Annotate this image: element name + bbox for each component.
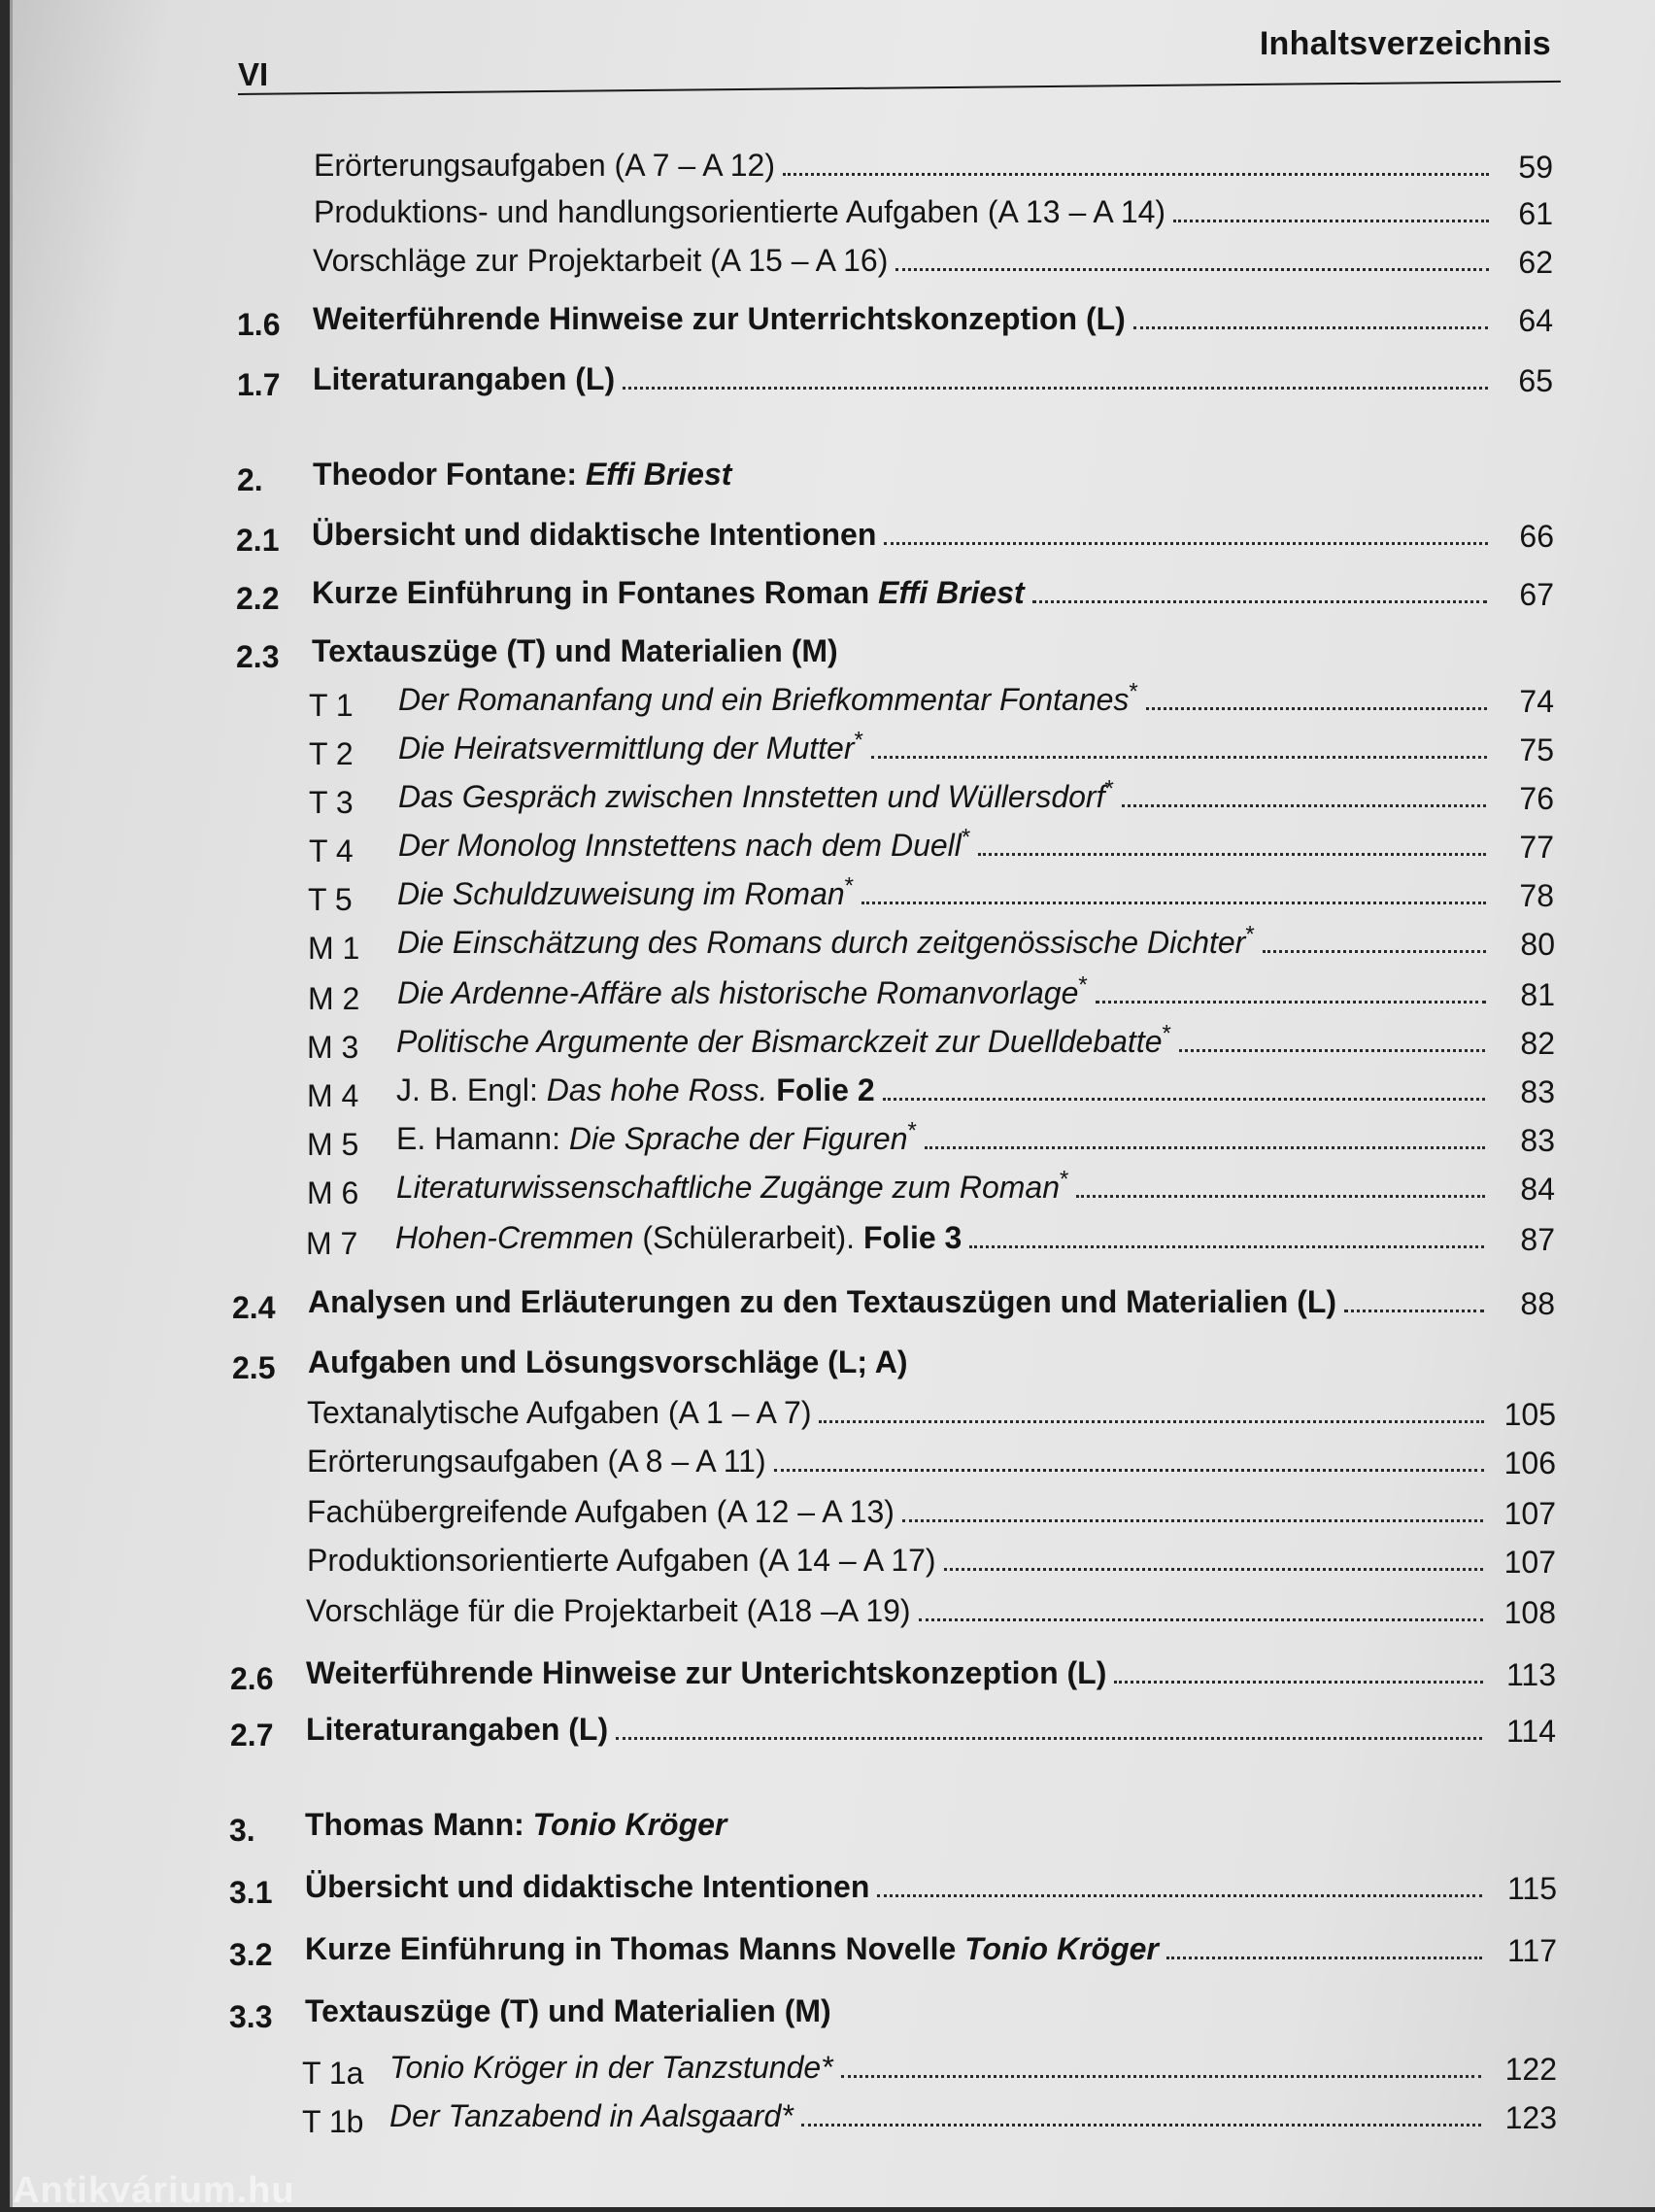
dot-leader [883,1098,1485,1101]
footnote-star: * [1162,1020,1171,1047]
running-title: Inhaltsverzeichnis [1259,25,1551,62]
entry-title [395,1220,962,1256]
entry-title [396,1117,917,1157]
page-ref: 84 [1520,1172,1555,1207]
entry-title [389,2050,833,2086]
entry-title [307,1395,811,1431]
entry-title [305,1807,726,1843]
toc-entry [398,727,1487,773]
entry-title [398,727,863,766]
dot-leader [841,2075,1481,2078]
title-segment: Folie 3 [862,1220,963,1255]
toc-row [13,921,1655,968]
page-ref: 66 [1519,519,1554,554]
toc-row [13,1444,1655,1486]
toc-entry [314,194,1489,237]
toc-entry [305,1807,1482,1850]
title-segment: Die Heiratsvermittlung der Mutter [398,731,855,766]
entry-title [305,1869,869,1905]
title-segment: Tonio Kröger [532,1807,727,1842]
page-ref: 64 [1518,303,1553,338]
item-code: M 1 [308,931,360,966]
footnote-star: * [907,1117,917,1144]
toc-row [13,301,1655,344]
page-ref: 83 [1520,1074,1555,1109]
dot-leader [919,1618,1483,1621]
page-ref: 78 [1519,878,1554,913]
toc-row [13,1284,1655,1327]
toc-entry [306,1655,1483,1698]
section-number: 1.6 [237,307,281,342]
entry-title [389,2098,794,2134]
toc-row [13,1869,1655,1912]
toc-entry [312,575,1487,618]
section-number: 2.3 [236,639,280,674]
toc-row [13,2050,1655,2093]
toc-row [13,872,1655,919]
toc-row [13,1655,1655,1698]
title-segment: Tonio Kröger [964,1931,1159,1966]
entry-title [305,1993,831,2029]
item-code: T 1b [302,2104,364,2139]
entry-title [396,1166,1069,1206]
dot-leader [1114,1681,1483,1684]
toc-entry [396,1117,1485,1164]
section-number: 2.2 [236,581,280,616]
entry-title [313,243,888,279]
page-ref: 59 [1518,150,1553,185]
toc-row [13,1543,1655,1585]
entry-title [308,1344,907,1380]
toc-entry [313,301,1488,344]
item-code: T 3 [309,785,354,820]
dot-leader [944,1568,1483,1571]
item-code: T 1 [309,688,354,723]
section-number: 2. [237,462,263,497]
toc-row [13,243,1655,286]
dot-leader [1173,220,1489,222]
toc-row [13,1117,1655,1164]
title-segment: Politische Argumente der Bismarckzeit zur Duelldebatte [396,1024,1163,1059]
toc-entry [307,1395,1484,1438]
toc-entry [305,1869,1482,1912]
toc-entry [398,678,1487,725]
footnote-star: * [1129,678,1138,705]
page-ref: 117 [1506,1933,1557,1968]
section-number: 3.3 [229,1999,273,2034]
section-number: 3. [229,1813,255,1848]
page-ref: 65 [1518,363,1553,398]
title-segment: Erörterungsaufgaben (A 8 – A 11) [307,1444,766,1479]
page-ref: 108 [1503,1595,1556,1630]
title-segment: Hohen-Cremmen [395,1220,634,1255]
page-ref: 105 [1503,1397,1556,1432]
toc-row [13,1166,1655,1212]
item-code: M 6 [307,1175,359,1210]
dot-leader [978,853,1486,856]
entry-title [397,971,1088,1011]
toc-entry [395,1220,1484,1263]
entry-title [398,824,971,864]
item-code: M 2 [308,981,360,1016]
page-ref: 123 [1504,2100,1557,2135]
footnote-star: * [1245,921,1255,948]
toc-row [13,775,1655,822]
page-ref: 87 [1520,1222,1555,1257]
entry-title [307,1543,936,1579]
dot-leader [895,268,1489,271]
footnote-star: * [854,727,863,754]
section-number: 2.6 [230,1661,274,1696]
section-number: 3.1 [229,1875,273,1910]
entry-title [313,301,1126,337]
dot-leader [819,1420,1484,1423]
entry-title [313,361,615,397]
toc-row [13,1020,1655,1067]
dot-leader [774,1469,1484,1472]
title-segment: Kurze Einführung in Thomas Manns Novelle [305,1931,965,1966]
page-ref: 82 [1520,1026,1555,1061]
toc-entry [389,2098,1481,2141]
dot-leader [1146,707,1487,710]
dot-leader [1263,950,1486,953]
title-segment: Literaturangaben (L) [313,361,616,396]
title-segment: Der Tanzabend in Aalsgaard [389,2098,782,2133]
title-segment: Theodor Fontane: [313,457,586,492]
book-page [10,0,1655,2211]
title-segment: Vorschläge für die Projektarbeit (A18 –A 19) [306,1593,911,1628]
title-segment: Kurze Einführung in Fontanes Roman [312,575,879,610]
page-ref: 74 [1519,684,1554,719]
section-number: 2.5 [232,1350,276,1385]
toc-row [13,678,1655,725]
entry-title [314,148,775,184]
entry-title [397,872,854,912]
title-segment: Übersicht und didaktische Intentionen [305,1869,870,1904]
entry-title [398,678,1138,718]
title-segment: Thomas Mann: [305,1807,533,1842]
toc-entry [397,971,1486,1018]
title-segment: J. B. Engl: [396,1072,547,1107]
toc-row [13,1395,1655,1438]
dot-leader [1133,326,1488,329]
entry-title [306,1655,1106,1691]
title-segment: Literaturwissenschaftliche Zugänge zum Roman [396,1170,1060,1205]
toc-entry [398,775,1486,822]
title-segment: Das Gespräch zwischen Innstetten und Wüllersdorf [398,779,1105,814]
title-segment: * [821,2050,833,2085]
item-code: M 7 [306,1226,358,1261]
toc-entry [306,1593,1483,1636]
entry-title [308,1284,1336,1320]
page-ref: 80 [1520,927,1555,962]
toc-row [13,1807,1655,1850]
footnote-star: * [1078,971,1088,999]
dot-leader [871,756,1487,759]
page-ref: 106 [1503,1446,1556,1480]
toc-entry [398,824,1486,870]
entry-title [307,1494,895,1530]
page-ref: 107 [1503,1545,1556,1580]
title-segment: Die Schuldzuweisung im Roman [397,876,845,911]
title-segment: Literaturangaben (L) [306,1712,609,1747]
toc-row [13,1931,1655,1974]
title-segment: Die Einschätzung des Romans durch zeitgenössische Dichter [397,925,1246,960]
footnote-star: * [1060,1166,1069,1193]
page-ref: 81 [1520,977,1555,1012]
section-number: 2.1 [236,523,280,558]
title-segment: Der Monolog Innstettens nach dem Duell [398,828,962,863]
title-segment: Weiterführende Hinweise zur Unterichtskonzeption (L) [306,1655,1107,1690]
dot-leader [925,1146,1485,1149]
entry-title [396,1020,1171,1060]
title-segment: Textauszüge (T) und Materialien (M) [305,1993,831,2028]
toc-row [13,1220,1655,1263]
toc-entry [312,633,1487,676]
toc-entry [307,1494,1483,1537]
entry-title [397,921,1255,961]
page-ref: 113 [1505,1657,1556,1692]
toc-row [13,517,1655,560]
dot-leader [1166,1957,1482,1959]
dot-leader [783,173,1489,176]
page-ref: 122 [1504,2052,1557,2087]
watermark: Antikvárium.hu [13,2170,295,2211]
toc-row [13,148,1655,190]
toc-entry [313,361,1488,404]
toc-row [13,1072,1655,1115]
title-segment: Analysen und Erläuterungen zu den Textauszügen und Materialien (L) [308,1284,1337,1319]
page-ref: 76 [1519,781,1554,816]
page-ref: 75 [1519,732,1554,767]
title-segment: Der Romananfang und ein Briefkommentar Fontanes [398,682,1130,717]
title-segment: Weiterführende Hinweise zur Unterrichtskonzeption (L) [313,301,1126,336]
entry-title [398,775,1114,815]
toc-entry [397,872,1486,919]
entry-title [312,575,1025,611]
title-segment: Effi Briest [878,575,1025,610]
toc-entry [313,457,1488,499]
toc-entry [307,1444,1484,1486]
item-code: T 1a [302,2056,364,2091]
dot-leader [1076,1195,1485,1198]
section-number: 1.7 [237,367,281,402]
item-code: M 5 [307,1127,359,1162]
item-code: T 5 [308,882,353,917]
item-code: T 4 [309,834,354,868]
title-segment: Produktions- und handlungsorientierte Aufgaben (A 13 – A 14) [314,194,1166,229]
title-segment: E. Hamann: [396,1121,569,1156]
toc-row [13,457,1655,499]
toc-entry [396,1072,1485,1115]
title-segment: Das hohe Ross. [546,1072,768,1107]
entry-title [313,457,731,493]
page-ref: 67 [1519,577,1554,612]
entry-title [312,633,838,669]
title-segment: Die Ardenne-Affäre als historische Romanvorlage [397,975,1079,1010]
toc-entry [305,1931,1482,1974]
dot-leader [1344,1310,1484,1312]
title-segment: Effi Briest [585,457,732,492]
footnote-star: * [844,872,854,900]
dot-leader [1096,1001,1486,1004]
toc-row [13,575,1655,618]
toc-entry [396,1020,1485,1067]
item-code: M 3 [307,1030,359,1065]
toc-entry [305,1993,1481,2036]
dot-leader [1122,804,1486,807]
item-code: T 2 [309,736,354,771]
title-segment: Textanalytische Aufgaben (A 1 – A 7) [307,1395,812,1430]
table-of-contents [13,0,1655,2207]
title-segment: Erörterungsaufgaben (A 7 – A 12) [314,148,775,183]
title-segment: Übersicht und didaktische Intentionen [312,517,877,552]
entry-title [307,1444,766,1480]
dot-leader [861,902,1486,904]
footnote-star: * [961,824,971,851]
title-segment: (Schülerarbeit). [633,1220,863,1255]
page-number: VI [238,56,269,92]
title-segment: Vorschläge zur Projektarbeit (A 15 – A 16) [313,243,889,278]
toc-entry [396,1166,1485,1212]
page-ref: 115 [1506,1871,1557,1906]
entry-title [396,1072,875,1108]
toc-row [13,727,1655,773]
dot-leader [616,1737,1482,1740]
title-segment: Produktionsorientierte Aufgaben (A 14 – A 17) [307,1543,936,1578]
toc-row [13,194,1655,237]
title-segment: Folie 2 [767,1072,875,1107]
toc-entry [397,921,1486,968]
entry-title [314,194,1165,230]
item-code: M 4 [307,1078,359,1113]
dot-leader [969,1245,1484,1248]
title-segment: Tonio Kröger in der Tanzstunde [389,2050,822,2085]
section-number: 2.7 [230,1718,274,1753]
toc-entry [313,243,1489,286]
footnote-star: * [1104,775,1114,802]
toc-row [13,971,1655,1018]
dot-leader [902,1519,1483,1522]
page-ref: 107 [1503,1496,1556,1531]
page-ref: 77 [1519,830,1554,865]
dot-leader [884,542,1488,545]
toc-row [13,361,1655,404]
title-segment: * [781,2098,794,2133]
dot-leader [623,387,1488,390]
toc-entry [314,148,1489,190]
page-ref: 62 [1518,245,1553,280]
section-number: 3.2 [229,1937,273,1972]
dot-leader [801,2124,1481,2127]
section-number: 2.4 [232,1290,276,1325]
entry-title [312,517,876,553]
toc-entry [306,1712,1482,1754]
toc-row [13,1344,1655,1387]
toc-row [13,1993,1655,2036]
title-segment: Aufgaben und Lösungsvorschläge (L; A) [308,1344,908,1379]
entry-title [305,1931,1159,1967]
toc-row [13,1494,1655,1537]
entry-title [306,1593,911,1629]
page-ref: 88 [1520,1286,1555,1321]
page-ref: 83 [1520,1123,1555,1158]
title-segment: Fachübergreifende Aufgaben (A 12 – A 13) [307,1494,895,1529]
toc-row [13,633,1655,676]
toc-entry [308,1284,1484,1327]
toc-entry [312,517,1488,560]
toc-row [13,824,1655,870]
toc-entry [389,2050,1481,2093]
title-segment: Textauszüge (T) und Materialien (M) [312,633,838,668]
dot-leader [1032,600,1487,603]
toc-row [13,1593,1655,1636]
toc-row [13,1712,1655,1754]
toc-entry [307,1543,1483,1585]
entry-title [306,1712,608,1748]
toc-row [13,2098,1655,2141]
dot-leader [877,1894,1482,1897]
page-ref: 61 [1518,196,1553,231]
dot-leader [1179,1049,1485,1052]
page-ref: 114 [1505,1714,1556,1749]
title-segment: Die Sprache der Figuren [568,1121,908,1156]
toc-entry [308,1344,1484,1387]
